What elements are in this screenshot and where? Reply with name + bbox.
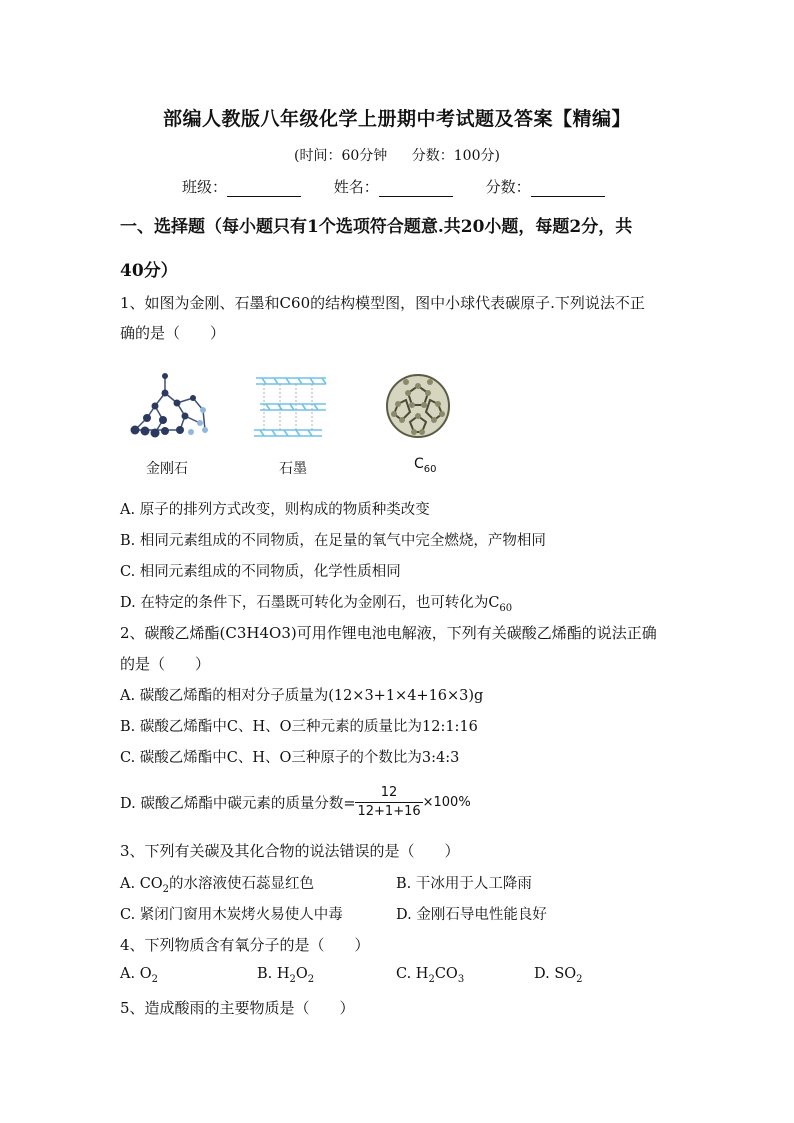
class-blank[interactable] bbox=[227, 180, 301, 197]
diamond-label: 金刚石 bbox=[146, 461, 188, 477]
graphite-label: 石墨 bbox=[279, 461, 307, 477]
q2-option-c[interactable]: C. 碳酸乙烯酯中C、H、O三种原子的个数比为3:4:3 bbox=[120, 750, 460, 766]
q1-stem: 1、如图为金刚、石墨和C60的结构模型图，图中小球代表碳原子.下列说法不正 bbox=[120, 294, 645, 312]
mass-fraction: $\frac{12}{12+1+16}$ bbox=[357, 785, 421, 819]
student-info bbox=[182, 176, 633, 197]
c60-label: $C_{60}$ bbox=[414, 456, 437, 475]
section-heading-cont: 40分） bbox=[120, 261, 178, 281]
q1-option-b[interactable]: B. 相同元素组成的不同物质，在足量的氧气中完全燃烧，产物相同 bbox=[120, 533, 546, 549]
q1-option-c[interactable]: C. 相同元素组成的不同物质，化学性质相同 bbox=[120, 564, 401, 580]
graphite-structure-image bbox=[250, 370, 332, 442]
q1-option-a[interactable]: A. 原子的排列方式改变，则构成的物质种类改变 bbox=[120, 502, 430, 518]
q1-stem-cont: 确的是（ ） bbox=[120, 324, 226, 342]
diamond-structure-image bbox=[125, 368, 215, 443]
c60-structure-image bbox=[382, 370, 454, 442]
points-label: 分数： bbox=[485, 178, 531, 196]
page-title: 部编人教版八年级化学上册期中考试题及答案【精编】 bbox=[162, 108, 631, 130]
exam-info bbox=[0, 145, 794, 165]
q3-option-b[interactable]: B. 干冰用于人工降雨 bbox=[396, 876, 532, 892]
class-label: 班级： bbox=[182, 178, 228, 196]
q4-option-a[interactable]: A. $O_2$ bbox=[120, 966, 158, 985]
q3-option-a[interactable]: A. $CO_2$的水溶液使石蕊显红色 bbox=[120, 876, 315, 895]
name-blank[interactable] bbox=[379, 180, 453, 197]
q3-stem: 3、下列有关碳及其化合物的说法错误的是（ ） bbox=[120, 842, 460, 860]
q3-option-d[interactable]: D. 金刚石导电性能良好 bbox=[396, 907, 547, 923]
q4-option-d[interactable]: D. $SO_2$ bbox=[534, 966, 583, 985]
q5-stem: 5、造成酸雨的主要物质是（ ） bbox=[120, 999, 355, 1017]
q4-stem: 4、下列物质含有氧分子的是（ ） bbox=[120, 936, 370, 954]
q4-option-c[interactable]: C. $H_2CO_3$ bbox=[396, 966, 465, 985]
name-label: 姓名： bbox=[333, 178, 379, 196]
q1-option-d[interactable]: D. 在特定的条件下，石墨既可转化为金刚石，也可转化为$C_{60}$ bbox=[120, 595, 513, 614]
q2-option-a[interactable]: A. 碳酸乙烯酯的相对分子质量为(12×3+1×4+16×3)g bbox=[120, 688, 484, 704]
q2-stem-cont: 的是（ ） bbox=[120, 655, 211, 673]
section-heading: 一、选择题（每小题只有1个选项符合题意.共20小题，每题2分，共 bbox=[120, 217, 633, 237]
exam-time: (时间：60分钟 bbox=[294, 148, 388, 164]
q3-option-c[interactable]: C. 紧闭门窗用木炭烤火易使人中毒 bbox=[120, 907, 343, 923]
q4-option-b[interactable]: B. $H_2O_2$ bbox=[257, 966, 315, 985]
points-blank[interactable] bbox=[531, 180, 605, 197]
exam-score: 分数：100分) bbox=[411, 148, 500, 164]
q2-option-b[interactable]: B. 碳酸乙烯酯中C、H、O三种元素的质量比为12:1:16 bbox=[120, 719, 478, 735]
q2-stem: 2、碳酸乙烯酯(C3H4O3)可用作锂电池电解液，下列有关碳酸乙烯酯的说法正确 bbox=[120, 624, 657, 642]
q2-option-d[interactable]: D. 碳酸乙烯酯中碳元素的质量分数= $\frac{12}{12+1+16}$ ×100% bbox=[120, 785, 471, 819]
